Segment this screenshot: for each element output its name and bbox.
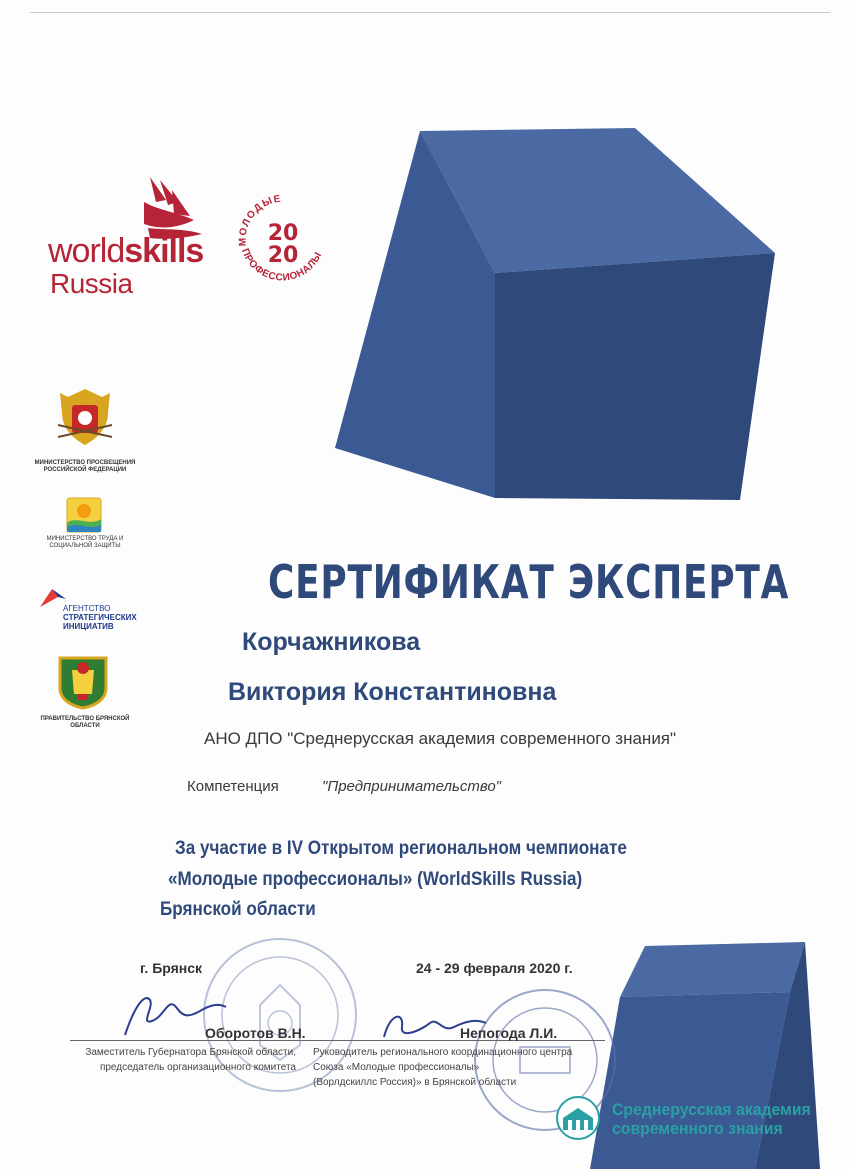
signatory-right-name: Непогода Л.И. bbox=[460, 1025, 558, 1041]
reason-line-2: «Молодые профессионалы» (WorldSkills Russia) bbox=[168, 869, 583, 890]
reason-line-1: За участие в IV Открытом региональном чемпионате bbox=[175, 838, 627, 859]
decorative-cube-large bbox=[335, 128, 780, 500]
expert-surname: Корчажникова bbox=[242, 628, 421, 656]
signatory-right-role: Руководитель регионального координационного центра Союза «Молодые профессионалы» (Ворлдскиллс Россия)» в Брянской области bbox=[313, 1047, 573, 1088]
partner-asi: АГЕНТСТВО СТРАТЕГИЧЕСКИХ ИНИЦИАТИВ bbox=[63, 604, 137, 631]
expert-given-name: Виктория Константиновна bbox=[228, 678, 557, 706]
bryansk-emblem-icon bbox=[52, 650, 114, 710]
worldskills-wordmark: worldskills bbox=[48, 232, 204, 270]
academy-building-icon bbox=[551, 1096, 606, 1140]
worldskills-country: Russia bbox=[50, 268, 133, 299]
svg-text:ПРОФЕССИОНАЛЫ: ПРОФЕССИОНАЛЫ bbox=[239, 247, 325, 284]
sun-landscape-icon bbox=[66, 497, 102, 533]
academy-wordmark: Среднерусская академия современного знания bbox=[612, 1100, 811, 1138]
partner-ministry-labour: МИНИСТЕРСТВО ТРУДА И СОЦИАЛЬНОЙ ЗАЩИТЫ bbox=[46, 536, 124, 549]
coat-of-arms-icon bbox=[50, 385, 120, 453]
issue-city: г. Брянск bbox=[140, 960, 203, 976]
competence-value: "Предпринимательство" bbox=[322, 778, 502, 795]
svg-text:МОЛОДЫЕ: МОЛОДЫЕ bbox=[237, 193, 283, 247]
top-border-line bbox=[30, 12, 830, 13]
expert-organization: АНО ДПО "Среднерусская академия современного знания" bbox=[204, 729, 677, 748]
svg-text:20: 20 bbox=[267, 221, 299, 246]
young-professionals-logo bbox=[228, 188, 338, 298]
partner-ministry-education: МИНИСТЕРСТВО ПРОСВЕЩЕНИЯ РОССИЙСКОЙ ФЕДЕРАЦИИ bbox=[34, 460, 136, 473]
signatory-left-role: Заместитель Губернатора Брянской области, председатель организационного комитета bbox=[85, 1047, 296, 1073]
competence-label: Компетенция bbox=[187, 778, 279, 795]
issue-date: 24 - 29 февраля 2020 г. bbox=[416, 960, 573, 976]
partner-bryansk-government: ПРАВИТЕЛЬСТВО БРЯНСКОЙ ОБЛАСТИ bbox=[40, 716, 130, 729]
svg-text:20: 20 bbox=[267, 243, 299, 268]
certificate-title: СЕРТИФИКАТ ЭКСПЕРТА bbox=[268, 555, 790, 609]
reason-line-3: Брянской области bbox=[160, 899, 316, 920]
signatory-left-name: Оборотов В.Н. bbox=[205, 1025, 306, 1041]
